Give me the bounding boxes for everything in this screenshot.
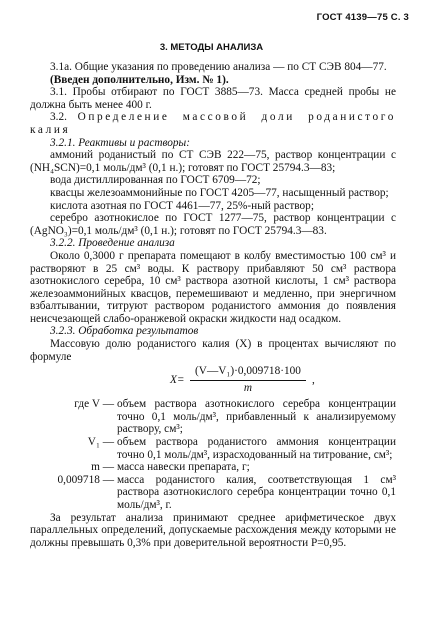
definition-item bbox=[30, 474, 396, 512]
formula-fraction bbox=[190, 365, 306, 394]
definition-text: объем раствора азотнокислого серебра концентрации точно 0,1 моль/дм³, прибавленный к анализируемому раствору, см³; bbox=[117, 398, 396, 436]
paragraph-3-2-2: Около 0,3000 г препарата помещают в колбу вместимостью 100 см³ и растворяют в 25 см³ воды. К раствору прибавляют 50 см³ раствора азотнокислого серебра, 10 см³ раствора азотной кислоты, 1 см³ раствора железоаммонийных квасцов, перемешивают и медленно, при энергичном взбалтывании, титруют раствором роданистого аммония до появления неисчезающей слабо-оранжевой окраски жидкости над осадком. bbox=[30, 249, 396, 325]
definition-text: масса навески препарата, г; bbox=[117, 461, 250, 474]
reagent-alum: квасцы железоаммонийные по ГОСТ 4205—77, насыщенный раствор; bbox=[50, 186, 389, 199]
formula-numerator: (V—V₁)·0,009718·100 bbox=[190, 365, 306, 381]
definition-item bbox=[30, 398, 396, 436]
definition-item bbox=[30, 461, 396, 474]
definition-symbol: m — bbox=[91, 461, 114, 474]
definition-item bbox=[30, 436, 396, 461]
heading-3-2-2: 3.2.2. Проведение анализа bbox=[50, 237, 175, 250]
reagent-nitric-acid: кислота азотная по ГОСТ 4461—77, 25%-ный раствор; bbox=[50, 199, 314, 212]
paragraph-3-2-3: Массовую долю роданистого калия (X) в процентах вычисляют по формуле bbox=[30, 338, 396, 363]
definition-symbol: V₁ — bbox=[87, 436, 114, 449]
definition-symbol: где V — bbox=[74, 398, 114, 411]
amendment-note: (Введен дополнительно, Изм. № 1). bbox=[50, 73, 229, 86]
page-header: ГОСТ 4139—75 С. 3 bbox=[316, 12, 409, 23]
formula-denominator: m bbox=[243, 381, 253, 394]
paragraph-final: За результат анализа принимают среднее арифметическое двух параллельных определений, допускаемые расхождения между которыми не должны превышать 0,3% при доверительной вероятности P=0,95. bbox=[30, 511, 396, 549]
heading-3-2-number: 3.2. bbox=[50, 111, 67, 124]
section-title: 3. МЕТОДЫ АНАЛИЗА bbox=[159, 42, 264, 53]
formula-lhs: X= bbox=[170, 374, 185, 387]
heading-3-2 bbox=[30, 111, 396, 136]
heading-3-2-title: Определение массовой доли роданистого калия bbox=[30, 111, 396, 136]
heading-3-2-1: 3.2.1. Реактивы и растворы: bbox=[50, 136, 190, 149]
reagent-silver-nitrate: серебро азотнокислое по ГОСТ 1277—75, раствор концентрации c (AgNO₃)=0,1 моль/дм³ (0,1 н.); готовят по ГОСТ 25794.3—83. bbox=[30, 212, 396, 237]
reagent-water: вода дистиллированная по ГОСТ 6709—72; bbox=[50, 174, 261, 187]
definition-symbol: 0,009718 — bbox=[57, 473, 114, 486]
document-body bbox=[30, 61, 396, 549]
paragraph-3-1: 3.1. Пробы отбирают по ГОСТ 3885—73. Масса средней пробы не должна быть менее 400 г. bbox=[30, 86, 396, 111]
heading-3-2-3: 3.2.3. Обработка результатов bbox=[50, 325, 199, 338]
definition-text: масса роданистого калия, соответствующая 1 см³ раствора азотнокислого серебра концентрации точно 0,1 моль/дм³, г. bbox=[117, 473, 396, 511]
reagent-ammonium-thiocyanate: аммоний роданистый по СТ СЭВ 222—75, раствор концентрации c (NH₄SCN)=0,1 моль/дм³ (0,1 н.); готовят по ГОСТ 25794.3—83; bbox=[30, 149, 396, 174]
formula-tail: , bbox=[312, 374, 315, 387]
definition-text: объем раствора роданистого аммония концентрации точно 0,1 моль/дм³, израсходованный на титрование, см³; bbox=[117, 436, 396, 461]
formula bbox=[30, 365, 396, 396]
paragraph-3-1a: 3.1а. Общие указания по проведению анализа — по СТ СЭВ 804—77. bbox=[50, 61, 387, 73]
